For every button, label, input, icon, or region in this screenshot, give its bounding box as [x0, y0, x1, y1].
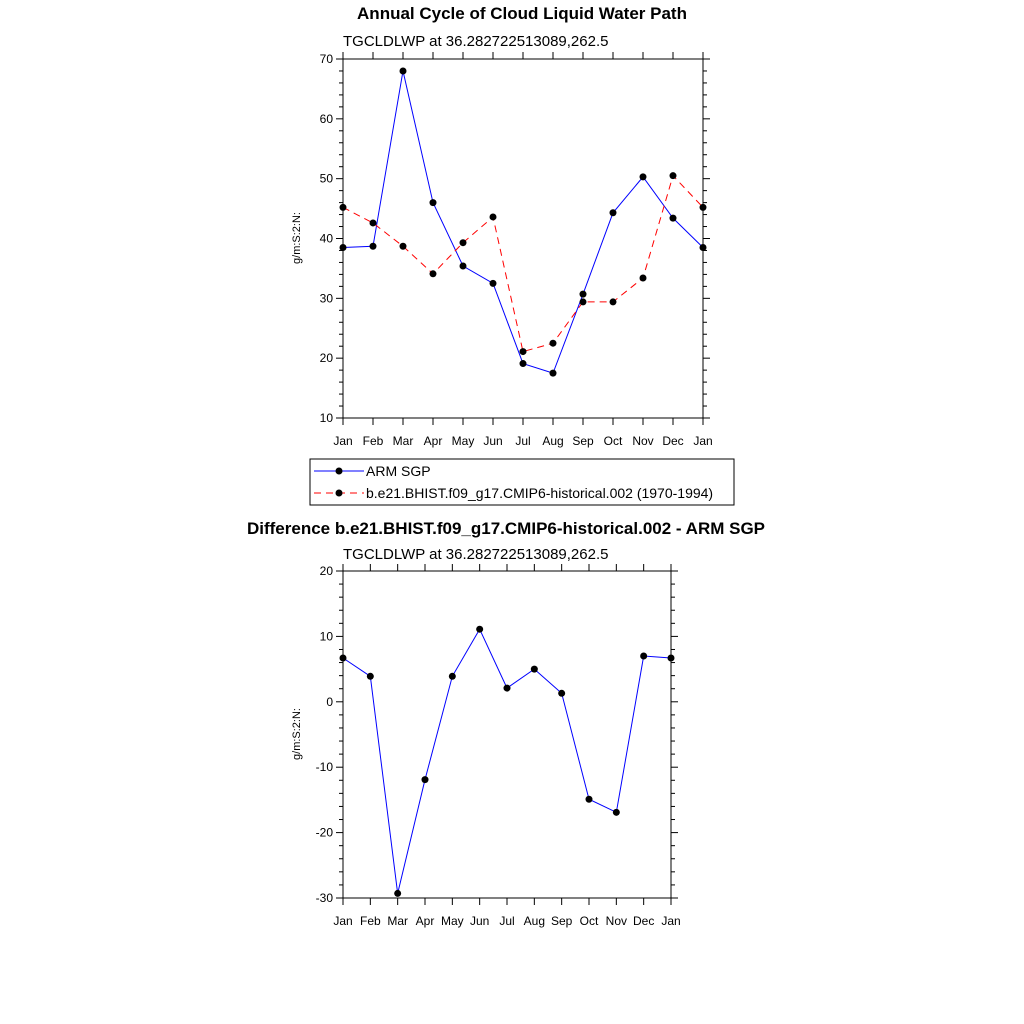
chart2-subtitle: TGCLDLWP at 36.282722513089,262.5 — [343, 546, 609, 563]
chart1-subtitle: TGCLDLWP at 36.282722513089,262.5 — [343, 33, 609, 50]
chart1-series-0-point — [400, 67, 407, 74]
chart1-series-0-point — [430, 199, 437, 206]
legend-label-arm-sgp: ARM SGP — [366, 463, 431, 479]
chart1-series-1-point — [490, 213, 497, 220]
chart1-ylabel: g/m:S:2:N: — [291, 212, 303, 264]
chart1-series-1-point — [520, 348, 527, 355]
y-tick-label: 60 — [319, 111, 333, 126]
x-tick-label: Mar — [387, 914, 409, 928]
chart1-series-1-point — [430, 270, 437, 277]
chart1-series-1-point — [640, 274, 647, 281]
chart1-series-1-point — [550, 340, 557, 347]
chart2-series-0-point — [640, 653, 647, 660]
y-tick-label: 70 — [319, 52, 333, 66]
difference-chart — [247, 519, 765, 928]
chart2-series-0-point — [449, 673, 456, 680]
y-tick-label: -20 — [315, 825, 333, 840]
annual-cycle-chart — [291, 4, 734, 505]
legend-label-model: b.e21.BHIST.f09_g17.CMIP6-historical.002 (1970-1994) — [366, 485, 714, 501]
chart2-series-0-point — [422, 776, 429, 783]
y-tick-label: 10 — [319, 411, 333, 425]
chart1-series-1-point — [580, 298, 587, 305]
x-tick-label: May — [451, 434, 475, 448]
chart1-series-1-point — [670, 172, 677, 179]
chart1-series-0-point — [520, 360, 527, 367]
legend — [310, 459, 734, 505]
chart1-series-1-point — [340, 204, 347, 211]
chart1-title: Annual Cycle of Cloud Liquid Water Path — [357, 4, 687, 23]
chart1-series-1-point — [400, 243, 407, 250]
chart1-series-0-point — [490, 280, 497, 287]
chart2-series-0-point — [531, 666, 538, 673]
x-tick-label: Jun — [483, 434, 503, 448]
x-tick-label: Mar — [392, 434, 414, 448]
chart2-series-0-line — [343, 629, 671, 893]
x-tick-label: Apr — [423, 434, 443, 448]
chart2-ylabel: g/m:S:2:N: — [291, 708, 303, 760]
x-tick-label: Apr — [415, 914, 435, 928]
y-tick-label: 30 — [319, 291, 333, 306]
chart2-series-0-point — [367, 673, 374, 680]
chart1-series-0-point — [460, 263, 467, 270]
chart2-series-0-point — [394, 890, 401, 897]
x-tick-label: May — [440, 914, 464, 928]
y-tick-label: 50 — [319, 171, 333, 186]
y-tick-label: 0 — [326, 694, 333, 709]
chart1-series-0-line — [343, 71, 703, 373]
x-tick-label: Feb — [362, 434, 384, 448]
chart1-series-0-point — [370, 243, 377, 250]
x-tick-label: Jan — [333, 914, 353, 928]
chart1-series-1-point — [460, 239, 467, 246]
chart2-series-0-point — [668, 654, 675, 661]
x-tick-label: Nov — [632, 434, 654, 448]
chart2-series-0-point — [476, 626, 483, 633]
x-tick-label: Aug — [523, 914, 546, 928]
chart2-series-0-point — [340, 654, 347, 661]
y-tick-label: 40 — [319, 231, 333, 246]
chart2-series-0-point — [613, 809, 620, 816]
y-tick-label: 20 — [319, 564, 333, 578]
chart1-series-0-point — [610, 209, 617, 216]
x-tick-label: Sep — [572, 434, 594, 448]
chart2-series-0-point — [504, 685, 511, 692]
chart2-title: Difference b.e21.BHIST.f09_g17.CMIP6-historical.002 - ARM SGP — [246, 519, 766, 538]
x-tick-label: Nov — [605, 914, 628, 928]
x-tick-label: Dec — [662, 434, 684, 448]
legend-marker-arm-sgp — [336, 468, 343, 475]
chart1-series-0-point — [640, 173, 647, 180]
chart2-series-0-point — [586, 796, 593, 803]
y-tick-label: -30 — [315, 891, 333, 905]
y-tick-label: -10 — [315, 760, 333, 775]
x-tick-label: Jul — [515, 434, 531, 448]
chart1-series-0-point — [340, 244, 347, 251]
x-tick-label: Jan — [693, 434, 713, 448]
x-tick-label: Jan — [661, 914, 681, 928]
x-tick-label: Jan — [333, 434, 353, 448]
legend-marker-model — [336, 490, 343, 497]
chart1-series-1-point — [700, 204, 707, 211]
x-tick-label: Jun — [469, 914, 490, 928]
chart1-series-1-point — [370, 219, 377, 226]
chart1-series-0-point — [700, 244, 707, 251]
chart2-series-0-point — [558, 690, 565, 697]
y-tick-label: 20 — [319, 351, 333, 366]
chart1-series-0-point — [550, 370, 557, 377]
y-tick-label: 10 — [319, 629, 333, 644]
x-tick-label: Aug — [542, 434, 564, 448]
x-tick-label: Oct — [603, 434, 623, 448]
x-tick-label: Jul — [499, 914, 515, 928]
x-tick-label: Oct — [579, 914, 599, 928]
chart1-series-1-point — [610, 298, 617, 305]
chart1-series-0-point — [580, 291, 587, 298]
x-tick-label: Sep — [550, 914, 573, 928]
x-tick-label: Dec — [632, 914, 655, 928]
chart1-series-0-point — [670, 215, 677, 222]
chart1-series-1-line — [343, 176, 703, 352]
x-tick-label: Feb — [359, 914, 381, 928]
